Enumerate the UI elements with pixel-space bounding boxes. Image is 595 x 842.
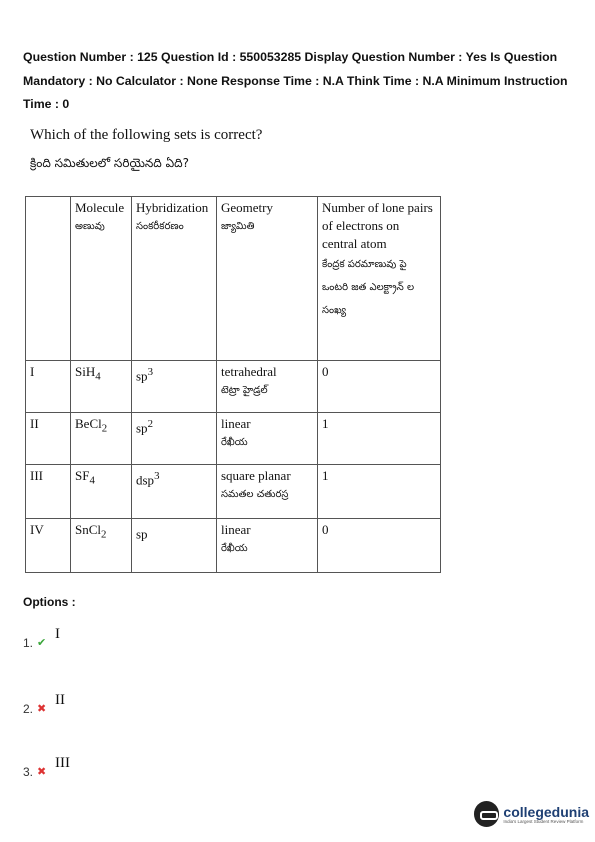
row-lone-pairs: 0 [318, 519, 441, 573]
row-geometry: square planar సమతల చతురస్ర [217, 465, 318, 519]
header-geometry [217, 197, 318, 361]
row-lone-pairs: 1 [318, 413, 441, 465]
option-value: I [55, 626, 60, 642]
table-row [26, 361, 441, 413]
row-id: III [26, 465, 71, 519]
cross-icon: ✖ [37, 766, 47, 778]
table-row [26, 413, 441, 465]
option-1[interactable] [23, 626, 60, 650]
header-lone-pairs-en: Number of lone pairs of electrons on central atom [322, 200, 433, 251]
question-header [23, 46, 583, 117]
options-label: Options : [23, 595, 76, 609]
collegedunia-logo [474, 796, 589, 832]
header-lone-pairs-te-1: కేంద్రక పరమాణువు పై [322, 259, 407, 270]
header-blank-cell [26, 197, 71, 361]
row-molecule: $SF_4$ [71, 465, 132, 519]
row-molecule: SnCl$_2$ [71, 519, 132, 573]
row-lone-pairs: 1 [318, 465, 441, 519]
mascot-icon [474, 801, 499, 827]
table-header-row [26, 197, 441, 361]
row-hybridization: sp [132, 519, 217, 573]
row-hybridization: dsp$^3$ [132, 465, 217, 519]
row-hybridization: $sp^2$ [132, 413, 217, 465]
header-geometry-te: జ్యామితి [221, 221, 255, 232]
logo-tagline: India's Largest Student Review Platform [503, 818, 584, 824]
header-lone-pairs-te-3: సంఖ్య [322, 305, 347, 316]
header-lone-pairs [318, 197, 441, 361]
option-2[interactable] [23, 692, 65, 716]
cross-icon: ✖ [37, 703, 47, 715]
header-molecule-en: Molecule [75, 200, 125, 215]
header-lone-pairs-te-2: ఒంటరి జత ఎలక్ట్రాన్ ల [322, 282, 415, 293]
header-line-2: Mandatory : No Calculator : None Response Time : N.A Think Time : N.A Minimum Instruction [23, 73, 568, 88]
header-hybridization-te: సంకరీకరణం [136, 221, 184, 232]
question-text-telugu: క్రింది సమితులలో సరియైనది ఏది? [30, 156, 189, 170]
row-id: II [26, 413, 71, 465]
row-lone-pairs: 0 [318, 361, 441, 413]
header-molecule [71, 197, 132, 361]
option-3[interactable] [23, 755, 70, 779]
header-geometry-en: Geometry [221, 200, 273, 215]
row-molecule: SiH$_4$ [71, 361, 132, 413]
option-number: 2. [23, 702, 34, 716]
row-geometry: linear రేఖీయ [217, 413, 318, 465]
option-number: 3. [23, 765, 34, 779]
question-text-english: Which of the following sets is correct? [30, 127, 263, 143]
row-id: IV [26, 519, 71, 573]
row-hybridization: $sp^3$ [132, 361, 217, 413]
header-molecule-te: అణువు [75, 221, 105, 232]
row-id: I [26, 361, 71, 413]
check-icon: ✔ [37, 637, 47, 649]
header-line-1: Question Number : 125 Question Id : 550053285 Display Question Number : Yes Is Question [23, 50, 558, 64]
header-line-3: Time : 0 [23, 97, 70, 111]
option-number: 1. [23, 636, 34, 650]
header-hybridization-en: Hybridization [136, 200, 209, 215]
row-molecule: BeCl$_2$ [71, 413, 132, 465]
option-value: II [55, 692, 65, 708]
row-geometry: linear రేఖీయ [217, 519, 318, 573]
table-row [26, 519, 441, 573]
logo-brand: collegedunia [503, 803, 589, 820]
table-row [26, 465, 441, 519]
header-hybridization [132, 197, 217, 361]
hybridization-table [25, 196, 441, 573]
row-geometry: tetrahedral టెట్రా హైడ్రల్ [217, 361, 318, 413]
option-value: III [55, 755, 70, 771]
